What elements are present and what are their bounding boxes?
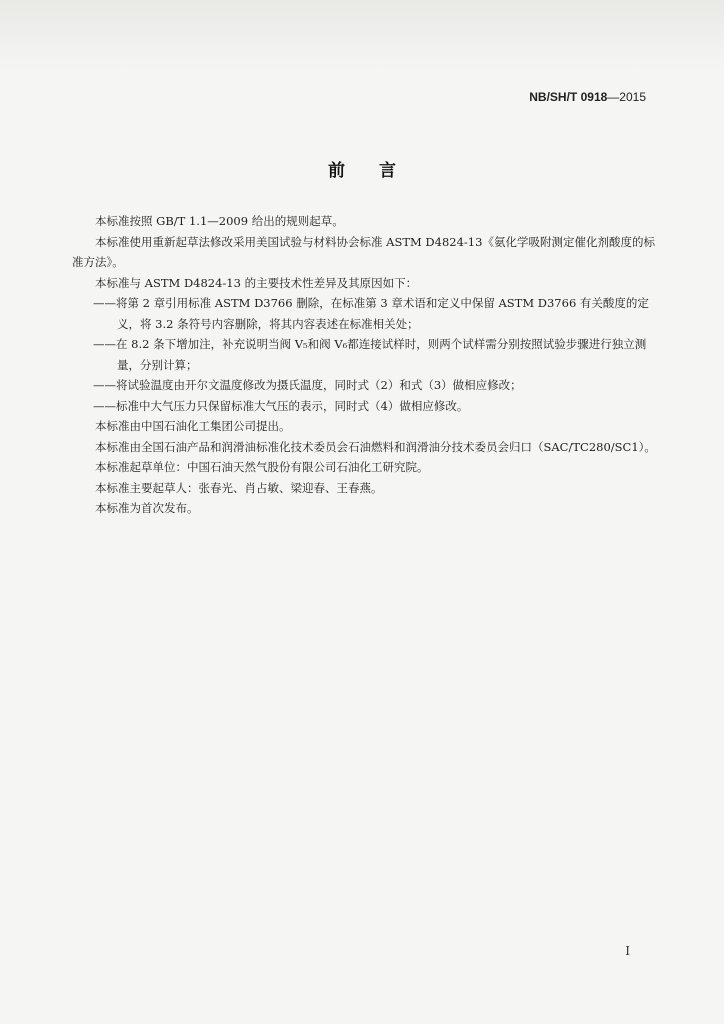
standard-code-header [529,90,646,104]
paragraph-differences-intro: 本标准与 ASTM D4824-13 的主要技术性差异及其原因如下： [95,275,418,290]
difference-item: ——将第 2 章引用标准 ASTM D3766 删除，在标准第 3 章术语和定义中保留 ASTM D3766 有关酸度的定义，将 3.2 条符号内容删除，将其内容表述在标准相关处； [93,296,649,331]
page-number: I [625,944,630,958]
paragraph-drafting-rule: 本标准按照 GB/T 1.1—2009 给出的规则起草。 [95,214,344,228]
paragraph-drafting-unit: 本标准起草单位：中国石油天然气股份有限公司石油化工研究院。 [95,460,429,474]
difference-item: ——在 8.2 条下增加注，补充说明当阀 V₅和阀 V₆都连接试样时，则两个试样需分别按照试验步骤进行独立测量，分别计算； [93,337,647,372]
paragraph-drafters: 本标准主要起草人：张春光、肖占敏、梁迎春、王春燕。 [95,480,383,495]
difference-item: ——标准中大气压力只保留标准大气压的表示，同时式（4）做相应修改。 [93,398,469,413]
difference-item: ——将试验温度由开尔文温度修改为摄氏温度，同时式（2）和式（3）做相应修改； [93,378,522,392]
paragraph-committee: 本标准由全国石油产品和润滑油标准化技术委员会石油燃料和润滑油分技术委员会归口（SAC/TC280/SC1）。 [95,439,656,454]
standard-code: NB/SH/T 0918 [529,90,608,104]
paragraph-first-release: 本标准为首次发布。 [95,501,199,515]
foreword-body [72,211,662,519]
scan-shading [0,0,724,70]
standard-year: 2015 [619,90,646,104]
standard-dash: — [607,90,620,104]
page-title: 前言 [328,161,430,181]
paragraph-proposer: 本标准由中国石油化工集团公司提出。 [95,419,291,433]
paragraph-adoption: 本标准使用重新起草法修改采用美国试验与材料协会标准 ASTM D4824-13《氨化学吸附测定催化剂酸度的标准方法》。 [72,234,655,269]
